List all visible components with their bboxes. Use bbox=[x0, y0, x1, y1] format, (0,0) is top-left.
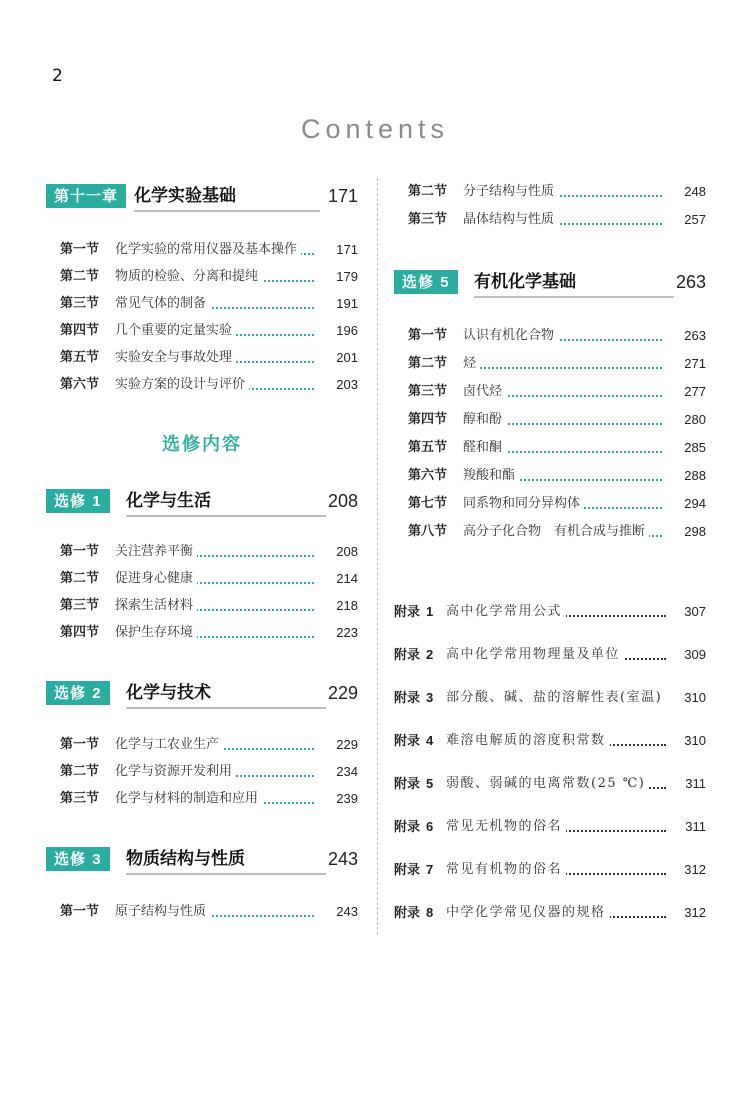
appendix-page: 307 bbox=[684, 604, 706, 619]
section-label: 第一节 bbox=[60, 242, 100, 257]
appendix-title-wrap bbox=[446, 645, 668, 665]
elective-badge bbox=[46, 681, 110, 705]
section-title: 同系物和同分异构体 bbox=[463, 496, 584, 511]
toc-entry[interactable] bbox=[408, 326, 706, 346]
section-label: 第二节 bbox=[60, 764, 100, 779]
appendix-label-text: 附录 bbox=[394, 906, 421, 921]
appendix-page: 311 bbox=[685, 819, 706, 834]
section-title: 原子结构与性质 bbox=[115, 904, 210, 919]
section-page: 248 bbox=[684, 184, 706, 199]
section-page: 234 bbox=[336, 764, 358, 779]
appendix-label-text: 附录 bbox=[394, 605, 421, 620]
section-title: 化学实验的常用仪器及基本操作 bbox=[115, 242, 301, 257]
section-title: 烃 bbox=[463, 356, 480, 371]
section-label: 第一节 bbox=[60, 737, 100, 752]
section-title: 保护生存环境 bbox=[115, 625, 197, 640]
appendix-title-wrap bbox=[446, 602, 668, 622]
appendix-label bbox=[394, 817, 433, 838]
appendix-page: 311 bbox=[685, 776, 706, 791]
section-title-wrap bbox=[115, 542, 316, 562]
toc-entry[interactable] bbox=[408, 494, 706, 514]
section-label: 第五节 bbox=[60, 350, 100, 365]
section-title: 物质的检验、分离和提纯 bbox=[115, 269, 262, 284]
elective-badge bbox=[46, 489, 110, 513]
section-title-wrap bbox=[115, 596, 316, 616]
toc-entry[interactable] bbox=[60, 762, 358, 782]
section-title: 羧酸和酯 bbox=[463, 468, 519, 483]
elective-title: 物质结构与性质 bbox=[126, 845, 326, 875]
section-page: 201 bbox=[336, 350, 358, 365]
appendix-page: 312 bbox=[684, 905, 706, 920]
section-page: 263 bbox=[684, 328, 706, 343]
section-page: 285 bbox=[684, 440, 706, 455]
elective-badge-num: 2 bbox=[92, 685, 102, 702]
elective-badge-text: 选修 bbox=[54, 850, 87, 868]
section-label: 第三节 bbox=[60, 296, 100, 311]
section-title-wrap bbox=[115, 735, 316, 755]
section-page: 196 bbox=[336, 323, 358, 338]
section-title-wrap bbox=[115, 623, 316, 643]
section-title-wrap bbox=[463, 494, 664, 514]
elective-2-header[interactable] bbox=[46, 679, 358, 709]
appendix-entry[interactable] bbox=[394, 774, 706, 794]
appendix-entry[interactable] bbox=[394, 903, 706, 923]
appendix-entry[interactable] bbox=[394, 860, 706, 880]
section-title-wrap bbox=[463, 354, 664, 374]
toc-entry[interactable] bbox=[408, 522, 706, 542]
section-title-wrap bbox=[115, 240, 316, 260]
section-label: 第一节 bbox=[408, 328, 448, 343]
section-label: 第四节 bbox=[408, 412, 448, 427]
appendix-label-text: 附录 bbox=[394, 863, 421, 878]
appendix-num: 7 bbox=[426, 862, 434, 877]
section-page: 271 bbox=[684, 356, 706, 371]
section-title: 常见气体的制备 bbox=[115, 296, 210, 311]
section-page: 280 bbox=[684, 412, 706, 427]
toc-entry[interactable] bbox=[60, 321, 358, 341]
section-page: 288 bbox=[684, 468, 706, 483]
elective-page: 229 bbox=[327, 683, 358, 703]
appendix-title-wrap bbox=[446, 731, 668, 751]
section-label: 第六节 bbox=[408, 468, 448, 483]
section-title-wrap bbox=[115, 789, 316, 809]
section-title: 化学与资源开发利用 bbox=[115, 764, 236, 779]
appendix-title: 常见有机物的俗名 bbox=[446, 862, 566, 877]
appendix-title: 部分酸、碱、盐的溶解性表(室温) bbox=[446, 690, 666, 705]
column-divider bbox=[377, 178, 378, 935]
section-label: 第二节 bbox=[60, 571, 100, 586]
chapter-badge: 第十一章 bbox=[46, 184, 126, 208]
section-title-wrap bbox=[463, 410, 664, 430]
section-title-wrap bbox=[463, 466, 664, 486]
toc-entry[interactable] bbox=[60, 542, 358, 562]
appendix-label bbox=[394, 903, 433, 924]
section-title-wrap bbox=[115, 294, 316, 314]
appendix-title: 中学化学常见仪器的规格 bbox=[446, 905, 610, 920]
section-page: 179 bbox=[336, 269, 358, 284]
section-title-wrap bbox=[115, 569, 316, 589]
section-title-wrap bbox=[463, 210, 664, 230]
section-label: 第三节 bbox=[60, 598, 100, 613]
appendix-label bbox=[394, 731, 433, 752]
section-title: 分子结构与性质 bbox=[463, 184, 558, 199]
appendix-title: 难溶电解质的溶度积常数 bbox=[446, 733, 610, 748]
toc-entry[interactable] bbox=[60, 375, 358, 395]
toc-entry[interactable] bbox=[408, 466, 706, 486]
toc-entry[interactable] bbox=[408, 354, 706, 374]
chapter-page: 171 bbox=[327, 186, 358, 206]
toc-entry[interactable] bbox=[60, 240, 358, 260]
toc-entry[interactable] bbox=[408, 382, 706, 402]
appendix-entry[interactable] bbox=[394, 645, 706, 665]
appendix-page: 310 bbox=[684, 733, 706, 748]
toc-entry[interactable] bbox=[60, 267, 358, 287]
chapter-title: 化学实验基础 bbox=[134, 182, 320, 212]
section-title-wrap bbox=[463, 522, 664, 542]
section-title-wrap bbox=[115, 321, 316, 341]
appendix-entry[interactable] bbox=[394, 817, 706, 837]
toc-entry[interactable] bbox=[408, 438, 706, 458]
appendix-label bbox=[394, 645, 433, 666]
toc-entry[interactable] bbox=[408, 410, 706, 430]
elective-title: 化学与生活 bbox=[126, 487, 326, 517]
appendix-title-wrap bbox=[446, 817, 668, 837]
toc-entry[interactable] bbox=[408, 210, 706, 230]
section-title: 醛和酮 bbox=[463, 440, 506, 455]
section-label: 第三节 bbox=[408, 384, 448, 399]
elective-badge-num: 3 bbox=[92, 851, 102, 868]
section-title-wrap bbox=[463, 326, 664, 346]
section-page: 294 bbox=[684, 496, 706, 511]
section-label: 第三节 bbox=[60, 791, 100, 806]
appendix-entry[interactable] bbox=[394, 688, 706, 708]
elective-5-header[interactable] bbox=[394, 268, 706, 298]
section-title-wrap bbox=[463, 182, 664, 202]
elective-badge-text: 选修 bbox=[54, 684, 87, 702]
section-page: 277 bbox=[684, 384, 706, 399]
elective-page: 208 bbox=[327, 491, 358, 511]
elective-1-header[interactable] bbox=[46, 487, 358, 517]
elective-badge-num: 5 bbox=[440, 274, 450, 291]
section-label: 第五节 bbox=[408, 440, 448, 455]
section-page: 229 bbox=[336, 737, 358, 752]
appendix-num: 6 bbox=[426, 819, 434, 834]
section-label: 第一节 bbox=[60, 904, 100, 919]
section-label: 第四节 bbox=[60, 625, 100, 640]
appendix-num: 4 bbox=[426, 733, 434, 748]
section-title: 醇和酚 bbox=[463, 412, 506, 427]
section-title: 促进身心健康 bbox=[115, 571, 197, 586]
section-label: 第四节 bbox=[60, 323, 100, 338]
appendix-title-wrap bbox=[446, 688, 668, 708]
section-title: 实验方案的设计与评价 bbox=[115, 377, 249, 392]
section-title-wrap bbox=[463, 438, 664, 458]
section-title-wrap bbox=[115, 348, 316, 368]
section-label: 第三节 bbox=[408, 212, 448, 227]
section-title: 化学与材料的制造和应用 bbox=[115, 791, 262, 806]
appendix-page: 309 bbox=[684, 647, 706, 662]
appendix-title: 高中化学常用公式 bbox=[446, 604, 566, 619]
section-title: 化学与工农业生产 bbox=[115, 737, 223, 752]
appendix-title-wrap bbox=[446, 860, 668, 880]
section-label: 第一节 bbox=[60, 544, 100, 559]
appendix-num: 3 bbox=[426, 690, 434, 705]
section-title: 卤代烃 bbox=[463, 384, 506, 399]
appendix-label-text: 附录 bbox=[394, 777, 421, 792]
section-page: 203 bbox=[336, 377, 358, 392]
appendix-page: 310 bbox=[684, 690, 706, 705]
elective-badge-text: 选修 bbox=[402, 273, 435, 291]
appendix-label bbox=[394, 774, 433, 795]
section-page: 243 bbox=[336, 904, 358, 919]
section-title: 实验安全与事故处理 bbox=[115, 350, 236, 365]
appendix-label bbox=[394, 688, 433, 709]
appendix-label bbox=[394, 602, 433, 623]
appendix-num: 2 bbox=[426, 647, 434, 662]
appendix-page: 312 bbox=[684, 862, 706, 877]
section-label: 第二节 bbox=[60, 269, 100, 284]
section-page: 218 bbox=[336, 598, 358, 613]
appendix-label-text: 附录 bbox=[394, 820, 421, 835]
optional-content-heading: 选修内容 bbox=[162, 434, 242, 455]
section-page: 214 bbox=[336, 571, 358, 586]
section-label: 第二节 bbox=[408, 184, 448, 199]
chapter-11-header[interactable] bbox=[46, 182, 358, 212]
section-page: 171 bbox=[336, 242, 358, 257]
section-label: 第六节 bbox=[60, 377, 100, 392]
toc-entry[interactable] bbox=[60, 789, 358, 809]
appendix-label-text: 附录 bbox=[394, 691, 421, 706]
appendix-label-text: 附录 bbox=[394, 734, 421, 749]
section-title-wrap bbox=[115, 762, 316, 782]
appendix-title-wrap bbox=[446, 774, 668, 794]
appendix-title: 常见无机物的俗名 bbox=[446, 819, 566, 834]
page-number: 2 bbox=[52, 66, 63, 86]
toc-entry[interactable] bbox=[60, 623, 358, 643]
section-title: 探索生活材料 bbox=[115, 598, 197, 613]
section-title: 高分子化合物 有机合成与推断 bbox=[463, 524, 649, 539]
toc-entry[interactable] bbox=[60, 735, 358, 755]
elective-badge-num: 1 bbox=[92, 493, 102, 510]
elective-title: 化学与技术 bbox=[126, 679, 326, 709]
section-title: 认识有机化合物 bbox=[463, 328, 558, 343]
elective-page: 263 bbox=[675, 272, 706, 292]
section-page: 257 bbox=[684, 212, 706, 227]
toc-entry[interactable] bbox=[60, 902, 358, 922]
section-title-wrap bbox=[115, 267, 316, 287]
section-page: 191 bbox=[336, 296, 358, 311]
elective-badge bbox=[394, 270, 458, 294]
section-page: 298 bbox=[684, 524, 706, 539]
section-title-wrap bbox=[115, 902, 316, 922]
elective-title: 有机化学基础 bbox=[474, 268, 674, 298]
section-label: 第二节 bbox=[408, 356, 448, 371]
contents-title: Contents bbox=[300, 114, 450, 144]
toc-entry[interactable] bbox=[60, 294, 358, 314]
toc-entry[interactable] bbox=[408, 182, 706, 202]
appendix-label-text: 附录 bbox=[394, 648, 421, 663]
section-title-wrap bbox=[463, 382, 664, 402]
appendix-num: 5 bbox=[426, 776, 434, 791]
section-title: 关注营养平衡 bbox=[115, 544, 197, 559]
appendix-entry[interactable] bbox=[394, 602, 706, 622]
toc-entry[interactable] bbox=[60, 596, 358, 616]
appendix-title: 高中化学常用物理量及单位 bbox=[446, 647, 624, 662]
section-label: 第七节 bbox=[408, 496, 448, 511]
appendix-num: 8 bbox=[426, 905, 434, 920]
elective-page: 243 bbox=[327, 849, 358, 869]
section-page: 208 bbox=[336, 544, 358, 559]
section-title: 几个重要的定量实验 bbox=[115, 323, 236, 338]
elective-badge-text: 选修 bbox=[54, 492, 87, 510]
elective-badge bbox=[46, 847, 110, 871]
section-title: 晶体结构与性质 bbox=[463, 212, 558, 227]
appendix-title-wrap bbox=[446, 903, 668, 923]
appendix-num: 1 bbox=[426, 604, 434, 619]
appendix-label bbox=[394, 860, 433, 881]
section-page: 239 bbox=[336, 791, 358, 806]
section-page: 223 bbox=[336, 625, 358, 640]
appendix-entry[interactable] bbox=[394, 731, 706, 751]
appendix-title: 弱酸、弱碱的电离常数(25 ℃) bbox=[446, 776, 649, 791]
section-label: 第八节 bbox=[408, 524, 448, 539]
section-title-wrap bbox=[115, 375, 316, 395]
elective-3-header[interactable] bbox=[46, 845, 358, 875]
toc-entry[interactable] bbox=[60, 348, 358, 368]
toc-entry[interactable] bbox=[60, 569, 358, 589]
